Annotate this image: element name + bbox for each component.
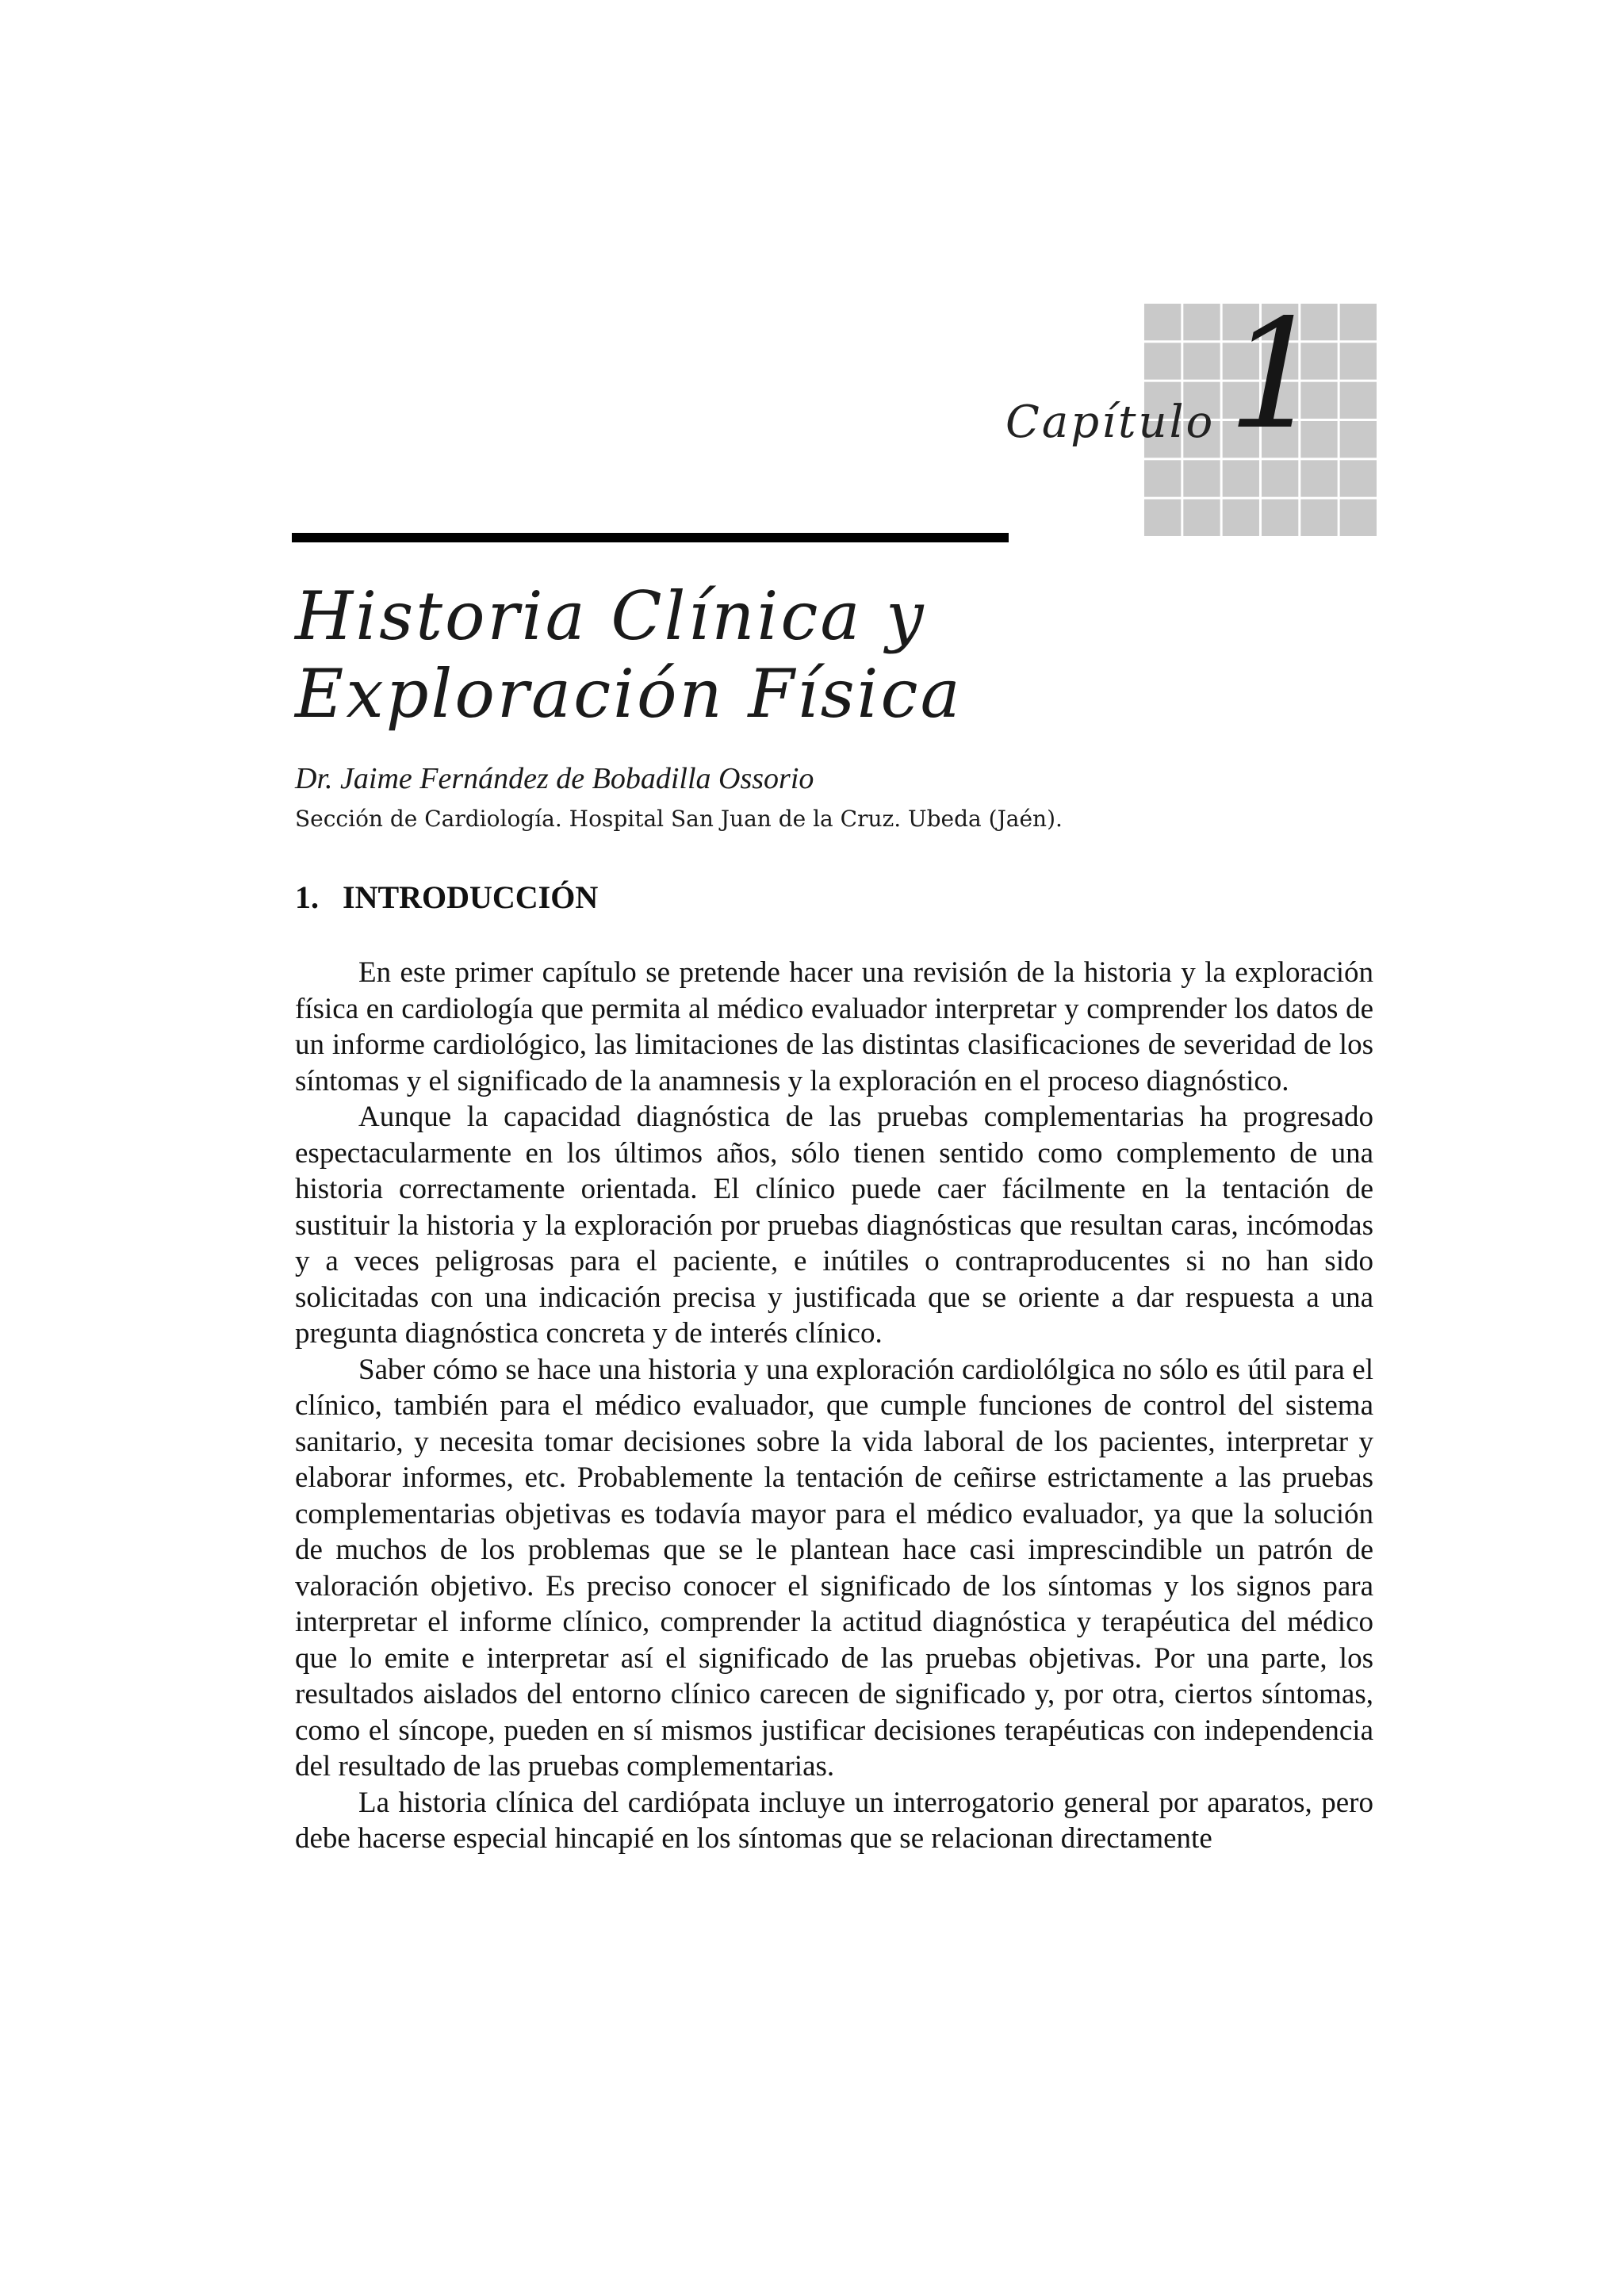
chapter-label: Capítulo (1005, 396, 1216, 448)
paragraph-4: La historia clínica del cardiópata incluye un interrogatorio general por aparatos, pero debe hacerse especial hincapié en los síntomas que se relacionan directamente (295, 1786, 1373, 1855)
section-heading (295, 879, 598, 917)
page-title: Historia Clínica y Exploración Física (295, 577, 963, 733)
author-name: Dr. Jaime Fernández de Bobadilla Ossorio (295, 762, 814, 795)
body-text (295, 955, 1373, 1857)
section-title: INTRODUCCIÓN (343, 879, 599, 915)
chapter-rule (292, 533, 1009, 542)
section-number: 1. (295, 879, 319, 915)
author-affiliation: Sección de Cardiología. Hospital San Juan de la Cruz. Ubeda (Jaén). (295, 806, 1063, 832)
paragraph-3: Saber cómo se hace una historia y una exploración cardiolólgica no sólo es útil para el clínico, también para el médico evaluador, que cumple funciones de control del sistema sanitario, y necesita tomar decisiones sobre la vida laboral de los pacientes, interpretar y elaborar informes, etc. Probablemente la tentación de ceñirse estrictamente a las pruebas complementarias objetivas es todavía mayor para el médico evaluador, ya que la solución de muchos de los problemas que se le plantean hace casi imprescindible un patrón de valoración objetivo. Es preciso conocer el significado de los síntomas y los signos para interpretar el informe clínico, comprender la actitud diagnóstica y terapéutica del médico que lo emite e interpretar así el significado de las pruebas objetivas. Por una parte, los resultados aislados del entorno clínico carecen de significado y, por otra, ciertos síntomas, como el síncope, pueden en sí mismos justificar decisiones terapéuticas con independencia del resultado de las pruebas complementarias. (295, 1353, 1373, 1783)
paragraph-2: Aunque la capacidad diagnóstica de las pruebas complementarias ha progresado espectacularmente en los últimos años, sólo tienen sentido como complemento de una historia correctamente orientada. El clínico puede caer fácilmente en la tentación de sustituir la historia y la exploración por pruebas diagnósticas que resultan caras, incómodas y a veces peligrosas para el paciente, e inútiles o contraproducentes si no han sido solicitadas con una indicación precisa y justificada que se oriente a dar respuesta a una pregunta diagnóstica concreta y de interés clínico. (295, 1101, 1373, 1350)
paragraph-1: En este primer capítulo se pretende hacer una revisión de la historia y la exploración física en cardiología que permita al médico evaluador interpretar y comprender los datos de un informe cardiológico, las limitaciones de las distintas clasificaciones de severidad de los síntomas y el significado de la anamnesis y la exploración en el proceso diagnóstico. (295, 956, 1373, 1097)
chapter-number: 1 (1228, 287, 1323, 462)
